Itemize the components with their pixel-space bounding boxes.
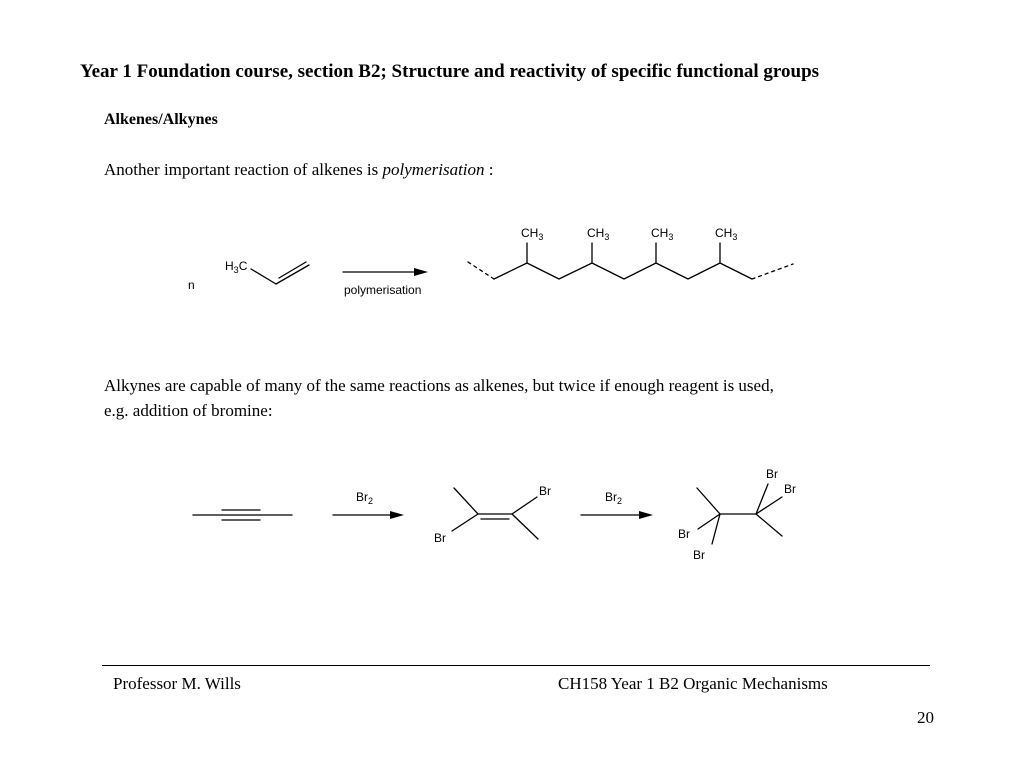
ch3-sub: 3 (668, 232, 674, 242)
bromine-atom-label: Br (434, 531, 446, 545)
bromine-atom-label: Br (678, 527, 690, 541)
stoichiometric-coefficient: n (188, 278, 195, 292)
ch3-main: CH (651, 226, 669, 240)
reagent-sub: 2 (368, 496, 374, 506)
reagent-sub: 2 (617, 496, 623, 506)
ch3-label (715, 226, 737, 242)
propene-structure (251, 262, 309, 284)
dibromoalkene-structure (452, 488, 538, 539)
bromination-arrow-2-head (639, 511, 653, 519)
ch3-sub: 3 (538, 232, 544, 242)
methyl-label-end: C (238, 259, 248, 273)
polymerisation-arrow-label: polymerisation (344, 283, 422, 297)
footer-author: Professor M. Wills (113, 674, 241, 693)
bromine-atom-label: Br (539, 484, 551, 498)
polymerisation-intro (104, 157, 494, 182)
bromine-atom-label: Br (784, 482, 796, 496)
ch3-main: CH (587, 226, 605, 240)
reagent-label (605, 490, 622, 506)
ch3-label (587, 226, 609, 242)
reagent-main: Br (356, 490, 368, 504)
alkyne-paragraph: Alkynes are capable of many of the same reactions as alkenes, but twice if enough reagent is used, e.g. addition of bromine: (104, 376, 774, 420)
ch3-sub: 3 (732, 232, 738, 242)
polymerisation-arrow-head (414, 268, 428, 276)
intro-text: Another important reaction of alkenes is (104, 160, 383, 179)
bromine-atom-label: Br (766, 467, 778, 481)
page-title: Year 1 Foundation course, section B2; Structure and reactivity of specific functional groups (80, 61, 820, 82)
bromination-arrow-1-head (390, 511, 404, 519)
footer-course: CH158 Year 1 B2 Organic Mechanisms (558, 674, 828, 693)
ch3-main: CH (521, 226, 539, 240)
bromine-atom-label: Br (693, 548, 705, 562)
ch3-label (521, 226, 543, 242)
reagent-main: Br (605, 490, 617, 504)
methyl-label-sub: 3 (233, 265, 239, 275)
page-number: 20 (917, 708, 934, 727)
reagent-label (356, 490, 373, 506)
polypropylene-chain (468, 243, 793, 279)
ch3-sub: 3 (604, 232, 610, 242)
footer-divider (102, 665, 930, 666)
ch3-label (651, 226, 673, 242)
intro-suffix: : (484, 160, 494, 179)
section-heading: Alkenes/Alkynes (104, 111, 218, 128)
methyl-label-main: H (225, 259, 234, 273)
methyl-label (225, 259, 248, 275)
tetrabromoalkane-structure (697, 484, 782, 544)
alkyne-structure (193, 510, 292, 520)
intro-emphasis: polymerisation (382, 160, 485, 179)
ch3-main: CH (715, 226, 733, 240)
